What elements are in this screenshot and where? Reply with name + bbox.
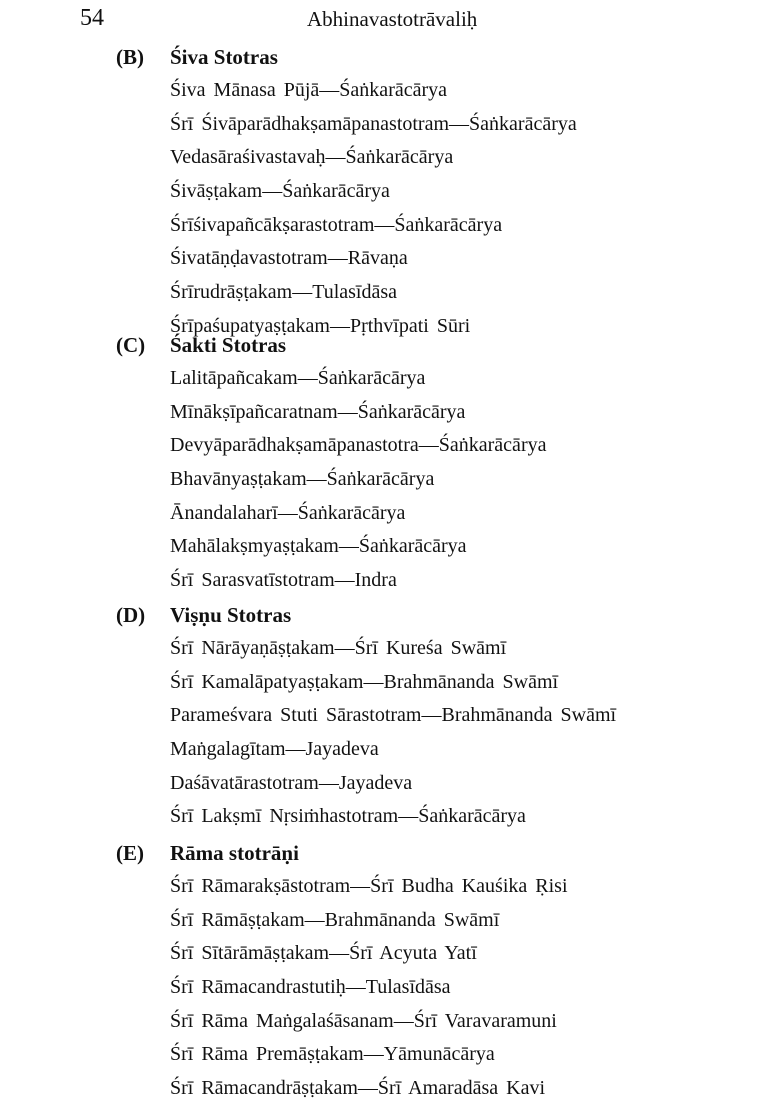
section-letter: (B) (116, 45, 144, 69)
section-visnu-stotras (0, 600, 780, 835)
list-item: Śivatāṇḍavastotram—Rāvaṇa (170, 247, 408, 270)
section-sakti-stotras (0, 330, 780, 599)
page-number: 54 (80, 5, 104, 31)
entry-list (0, 871, 780, 1107)
list-item: Śrīśivapañcākṣarastotram—Śaṅkarācārya (170, 213, 503, 236)
section-title: Rāma stotrāṇi (170, 841, 299, 865)
list-item: Śrī Sītārāmāṣṭakam—Śrī Acyuta Yatī (170, 942, 477, 965)
list-item: Śivāṣṭakam—Śaṅkarācārya (170, 180, 390, 203)
section-title: Śakti Stotras (170, 333, 287, 357)
running-title: Abhinavastotrāvaliḥ (307, 7, 478, 31)
list-item: Śrī Rāmacandrāṣṭakam—Śrī Amaradāsa Kavi (170, 1077, 545, 1100)
section-heading (0, 838, 780, 871)
list-item: Śrī Rāmacandrastutiḥ—Tulasīdāsa (170, 976, 451, 999)
section-heading (0, 42, 780, 75)
section-rama-stotrani (0, 838, 780, 1107)
list-item: Ānandalaharī—Śaṅkarācārya (170, 501, 406, 524)
section-title: Viṣṇu Stotras (170, 603, 292, 627)
list-item: Śrī Śivāparādhakṣamāpanastotram—Śaṅkarācārya (170, 112, 577, 135)
list-item: Śrī Kamalāpatyaṣṭakam—Brahmānanda Swāmī (170, 670, 559, 693)
list-item: Daśāvatārastotram—Jayadeva (170, 771, 413, 794)
list-item: Śrī Rāma Maṅgalaśāsanam—Śrī Varavaramuni (170, 1009, 557, 1032)
section-title: Śiva Stotras (170, 45, 278, 69)
section-siva-stotras (0, 42, 780, 345)
list-item: Devyāparādhakṣamāpanastotra—Śaṅkarācārya (170, 434, 547, 457)
list-item: Lalitāpañcakam—Śaṅkarācārya (170, 367, 426, 389)
list-item: Śrī Rāmarakṣāstotram—Śrī Budha Kauśika Ṛisi (170, 875, 568, 897)
list-item: Śrī Lakṣmī Nṛsiṁhastotram—Śaṅkarācārya (170, 805, 526, 828)
section-letter: (E) (116, 841, 144, 865)
list-item: Śrī Sarasvatīstotram—Indra (170, 569, 397, 592)
list-item: Śrī Nārāyaṇāṣṭakam—Śrī Kureśa Swāmī (170, 637, 507, 659)
list-item: Śrī Rāmāṣṭakam—Brahmānanda Swāmī (170, 908, 500, 931)
list-item: Vedasāraśivastavaḥ—Śaṅkarācārya (170, 146, 454, 169)
section-heading (0, 330, 780, 363)
list-item: Parameśvara Stuti Sārastotram—Brahmānanda Swāmī (170, 704, 617, 727)
list-item: Śiva Mānasa Pūjā—Śaṅkarācārya (170, 79, 448, 101)
section-heading (0, 600, 780, 633)
list-item: Bhavānyaṣṭakam—Śaṅkarācārya (170, 468, 435, 491)
entry-list (0, 75, 780, 345)
entry-list (0, 363, 780, 599)
entry-list (0, 633, 780, 835)
section-letter: (C) (116, 333, 146, 357)
list-item: Śrī Rāma Premāṣṭakam—Yāmunācārya (170, 1043, 495, 1066)
list-item: Mīnākṣīpañcaratnam—Śaṅkarācārya (170, 400, 466, 423)
list-item: Mahālakṣmyaṣṭakam—Śaṅkarācārya (170, 535, 467, 558)
list-item: Śrīrudrāṣṭakam—Tulasīdāsa (170, 281, 398, 304)
list-item: Śrīpaśupatyaṣṭakam—Pṛthvīpati Sūri (170, 314, 471, 337)
list-item: Maṅgalagītam—Jayadeva (170, 738, 379, 761)
section-letter: (D) (116, 603, 146, 627)
